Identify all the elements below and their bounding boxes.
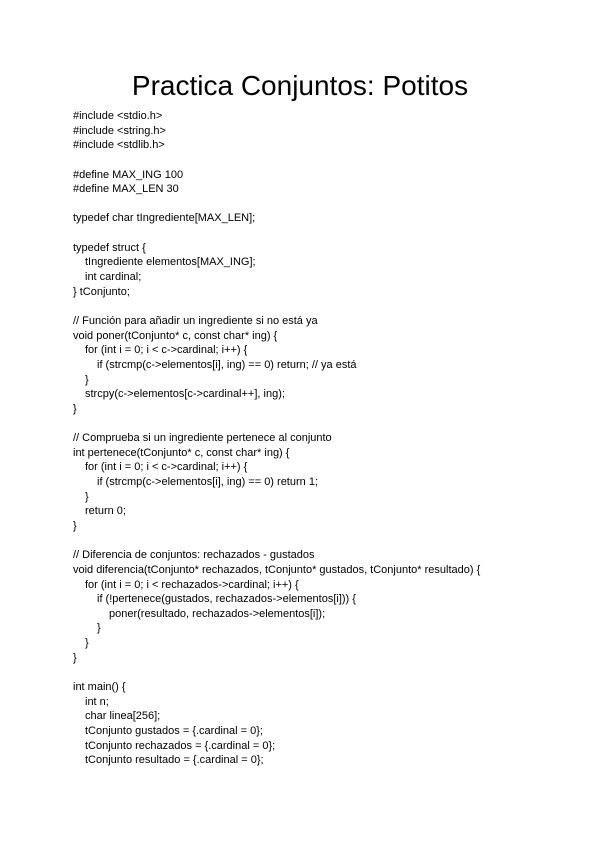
code-line: } tConjunto; <box>73 285 130 298</box>
code-line: } <box>85 373 89 386</box>
code-line: #include <stdio.h> <box>73 110 163 122</box>
code-line <box>73 153 480 168</box>
code-line <box>73 226 480 241</box>
code-line: } <box>85 637 89 650</box>
code-line: } <box>73 519 77 532</box>
code-line: for (int i = 0; i < c->cardinal; i++) { <box>85 344 248 357</box>
code-line: if (!pertenece(gustados, rechazados->elementos[i])) { <box>97 593 356 606</box>
code-line: for (int i = 0; i < rechazados->cardinal; i++) { <box>85 578 299 591</box>
code-block <box>73 109 480 768</box>
code-line: tConjunto rechazados = {.cardinal = 0}; <box>85 739 276 752</box>
code-line: void poner(tConjunto* c, const char* ing) { <box>73 329 278 342</box>
code-line: int main() { <box>73 680 126 693</box>
code-line: if (strcmp(c->elementos[i], ing) == 0) return; // ya está <box>97 358 357 371</box>
code-line: // Diferencia de conjuntos: rechazados - gustados <box>73 549 315 562</box>
code-line <box>73 416 480 431</box>
code-line: #define MAX_ING 100 <box>73 168 184 181</box>
code-line: } <box>85 490 89 503</box>
code-line: int n; <box>85 695 109 708</box>
code-line: typedef struct { <box>73 241 146 254</box>
code-line: tIngrediente elementos[MAX_ING]; <box>85 256 256 269</box>
code-line <box>73 299 480 314</box>
code-line: tConjunto gustados = {.cardinal = 0}; <box>85 724 263 737</box>
code-line: typedef char tIngrediente[MAX_LEN]; <box>73 212 256 225</box>
code-line: } <box>97 622 101 635</box>
code-line: for (int i = 0; i < c->cardinal; i++) { <box>85 461 248 474</box>
code-line: int cardinal; <box>85 271 142 284</box>
code-line <box>73 534 480 549</box>
code-line: void diferencia(tConjunto* rechazados, tConjunto* gustados, tConjunto* resultado) { <box>73 563 481 576</box>
code-line: return 0; <box>85 505 126 518</box>
code-line: #include <string.h> <box>73 124 166 137</box>
code-line: // Comprueba si un ingrediente pertenece al conjunto <box>73 432 332 445</box>
code-line: // Función para añadir un ingrediente si no está ya <box>73 314 318 327</box>
document-title: Practica Conjuntos: Potitos <box>131 70 469 101</box>
code-line: strcpy(c->elementos[c->cardinal++], ing); <box>85 388 285 401</box>
code-line: } <box>73 651 77 664</box>
code-line: if (strcmp(c->elementos[i], ing) == 0) return 1; <box>97 476 318 489</box>
code-line: int pertenece(tConjunto* c, const char* ing) { <box>73 446 290 459</box>
code-line: poner(resultado, rechazados->elementos[i]); <box>109 607 326 620</box>
code-line: char linea[256]; <box>85 710 161 723</box>
code-line: } <box>73 402 77 415</box>
code-line <box>73 665 480 680</box>
code-line: tConjunto resultado = {.cardinal = 0}; <box>85 754 264 767</box>
code-line: #define MAX_LEN 30 <box>73 183 179 196</box>
code-line <box>73 197 480 212</box>
code-line: #include <stdlib.h> <box>73 139 165 152</box>
